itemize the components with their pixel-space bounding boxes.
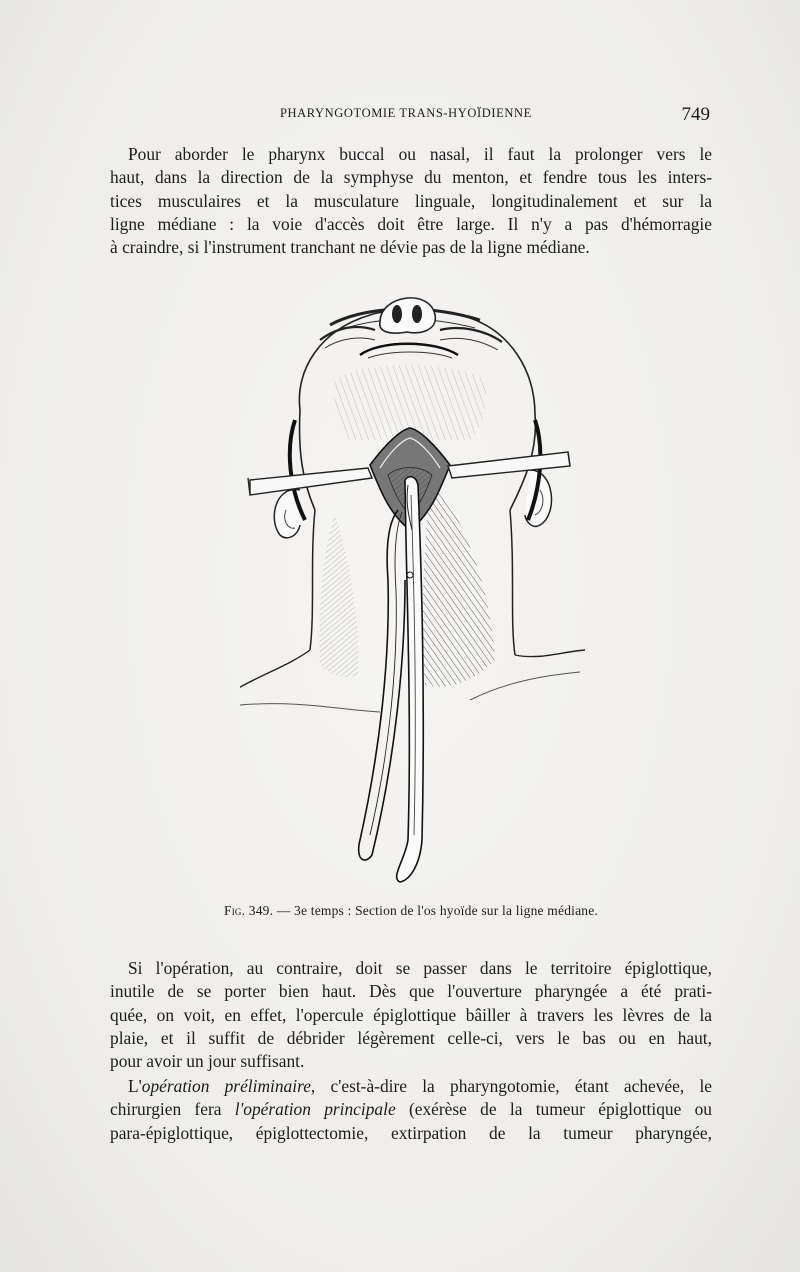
surgical-illustration: [240, 280, 590, 890]
running-title: PHARYNGOTOMIE TRANS-HYOÏDIENNE: [280, 106, 532, 120]
figure-caption-label: Fig. 349.: [223, 903, 274, 918]
paragraph-line: [110, 1098, 712, 1121]
emphasis: opération préliminaire: [141, 1076, 311, 1096]
text-run: L': [128, 1076, 142, 1096]
paragraph-line: tices musculaires et la musculature linguale, longitudinalement et sur la: [110, 190, 712, 211]
paragraph-line: Pour aborder le pharynx buccal ou nasal, il faut la prolonger vers le: [128, 144, 712, 164]
text-run: , c'est-à-dire la pharyngotomie, étant achevée, le: [310, 1076, 712, 1096]
paragraph-2: [110, 957, 712, 1073]
paragraph-line: plaie, et il suffit de débrider légèrement celle-ci, vers le bas ou en haut,: [110, 1027, 712, 1048]
text-run: (exérèse de la tumeur épiglottique ou: [395, 1099, 712, 1120]
paragraph-line: ligne médiane : la voie d'accès doit être large. Il n'y a pas d'hémorragie: [110, 213, 712, 234]
paragraph-line: haut, dans la direction de la symphyse du menton, et fendre tous les inters-: [110, 167, 712, 188]
paragraph-1: [110, 143, 712, 259]
paragraph-line: pour avoir un jour suffisant.: [110, 1051, 305, 1072]
paragraph-line: inutile de se porter bien haut. Dès que l'ouverture pharyngée a été prati-: [110, 981, 712, 1002]
paragraph-3: [110, 1075, 712, 1145]
figure-caption-text: — 3e temps : Section de l'os hyoïde sur la ligne médiane.: [273, 903, 599, 918]
figure-caption: [110, 903, 712, 919]
paragraph-line: Si l'opération, au contraire, doit se passer dans le territoire épiglottique,: [128, 958, 712, 978]
paragraph-line: [110, 1075, 712, 1098]
page-number: 749: [681, 104, 710, 125]
paragraph-line: à craindre, si l'instrument tranchant ne dévie pas de la ligne médiane.: [110, 237, 590, 258]
paragraph-line: para-épiglottique, épiglottectomie, extirpation de la tumeur pharyngée,: [110, 1122, 712, 1143]
paragraph-line: quée, on voit, en effet, l'opercule épiglottique bâiller à travers les lèvres de la: [110, 1004, 712, 1025]
running-head: [110, 104, 710, 132]
text-run: chirurgien fera: [110, 1099, 235, 1120]
emphasis: l'opération principale: [234, 1099, 396, 1120]
